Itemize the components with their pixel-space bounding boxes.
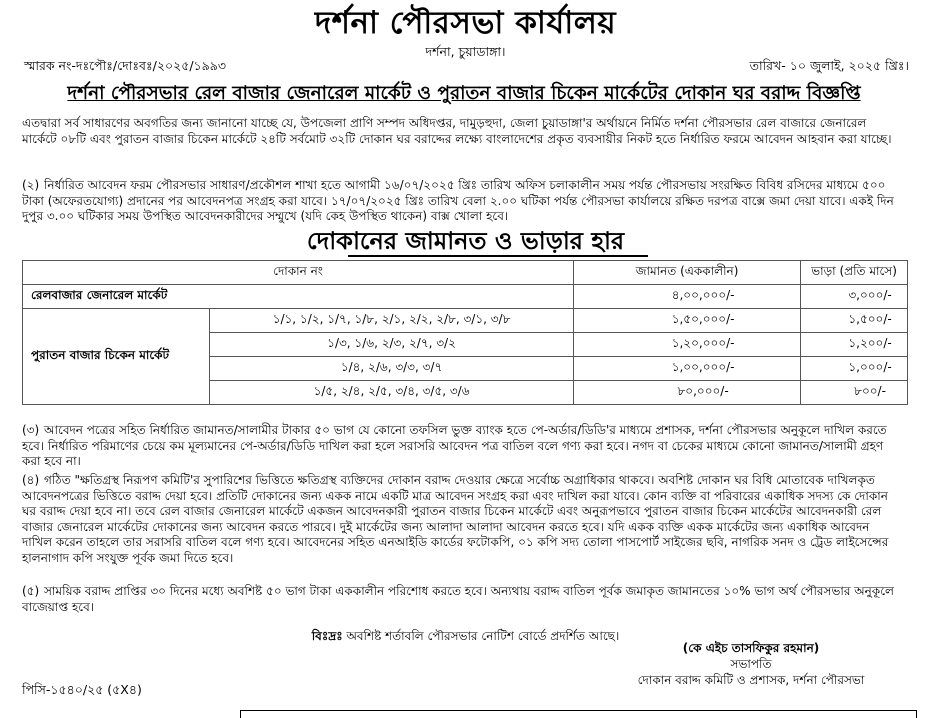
chicken-shop-numbers: ১/৩, ১/৬, ২/৩, ২/৭, ৩/২	[210, 333, 574, 357]
notice-date: তারিখ- ১০ জুলাই, ২০২৫ খ্রিঃ।	[749, 58, 909, 73]
paragraph-3-text: আবেদন পত্রের সহিত নির্ধারিত জামানত/সালামীর টাকার ৫০ ভাগ যে কোনো তফসিল ভুক্ত ব্যাংক হতে পে-অর্ডার/ডিডি'র মাধ্যমে প্রশাসক, দর্শনা পৌরসভার অনুকূলে দাখিল করতে হবে। নির্ধারিত পরিমাণের চেয়ে কম মূল্যমানের পে-অর্ডার/ডিডি দাখিল করা হলে সরাসরি আবেদন পত্র বাতিল বলে গণ্য করা হবে। নগদ বা চেকের মাধ্যমে কোনো জামানত/সালামী গ্রহণ করা হবে না।	[22, 423, 887, 468]
footnote-text: অবশিষ্ট শর্তাবলি পৌরসভার নোটিশ বোর্ডে প্রদর্শিত আছে।	[346, 629, 620, 643]
header-deposit: জামানত (এককালীন)	[574, 261, 801, 285]
chicken-rent: ১,৫০০/-	[801, 309, 908, 333]
paragraph-5-number: (৫)	[22, 584, 40, 598]
chicken-rent: ১,২০০/-	[801, 333, 908, 357]
general-market-name: রেলবাজার জেনারেল মার্কেট	[23, 285, 574, 309]
chicken-deposit: ১,৫০,০০০/-	[574, 309, 801, 333]
notice-headline: দর্শনা পৌরসভার রেল বাজার জেনারেল মার্কেট ও পুরাতন বাজার চিকেন মার্কেটের দোকান ঘর বরাদ্দ বিজ্ঞপ্তি	[67, 83, 861, 104]
chicken-market-name: পুরাতন বাজার চিকেন মার্কেট	[23, 309, 210, 405]
signature-block	[601, 640, 901, 688]
chicken-deposit: ৮০,০০০/-	[574, 381, 801, 405]
paragraph-4-number: (৪)	[22, 473, 40, 487]
paragraph-5	[22, 584, 902, 615]
chicken-shop-numbers: ১/১, ১/২, ১/৭, ১/৮, ২/১, ২/২, ২/৮, ৩/১, ৩/৮	[210, 309, 574, 333]
paragraph-2-text: নির্ধারিত আবেদন ফরম পৌরসভার সাধারণ/প্রকৌশল শাখা হতে আগামী ১৬/০৭/২০২৫ খ্রিঃ তারিখ অফিস চলাকালীন সময় পর্যন্ত পৌরসভায় সংরক্ষিত বিবিধ রসিদের মাধ্যমে ৫০০ টাকা (অফেরতযোগ্য) প্রদানের পর আবেদনপত্র সংগ্রহ করা যাবে। ১৭/০৭/২০২৫ খ্রিঃ তারিখ বেলা ২.০০ ঘটিকা পর্যন্ত পৌরসভা কার্যালয়ে রক্ষিত দরপত্র বাক্সে জমা দেয়া যাবে। একই দিন দুপুর ৩.০০ ঘটিকার সময় উপস্থিত আবেদনকারীদের সম্মুখে (যদি কেহ উপস্থিত থাকেন) বাক্স খোলা হবে।	[22, 178, 894, 223]
office-address: দর্শনা, চুয়াডাঙ্গা।	[425, 44, 506, 59]
paragraph-4	[22, 473, 902, 566]
signatory-name: (কে এইচ তাসফিকুর রহমান)	[682, 641, 820, 655]
footnote-label: বিঃদ্রঃ	[311, 629, 343, 643]
signatory-committee: দোকান বরাদ্দ কমিটি ও প্রশাসক, দর্শনা পৌরসভা	[637, 673, 865, 687]
paragraph-1-text: এতদ্বারা সর্ব সাধারণের অবগতির জন্য জানানো যাচ্ছে যে, উপজেলা প্রাণি সম্পদ অধিদপ্তর, দামুড়হুদা, জেলা চুয়াডাঙ্গা'র অর্থায়নে নির্মিত দর্শনা পৌরসভার রেল বাজারে জেনারেল মার্কেটে ০৮টি এবং পুরাতন বাজার চিকেন মার্কেটে ২৪টি সর্বমোট ৩২টি দোকান ঘর বরাদ্দের লক্ষ্যে বাংলাদেশের প্রকৃত ব্যবসায়ীর নিকট হতে নির্ধারিত ফরমে আবেদন আহবান করা যাচ্ছে।	[22, 116, 892, 146]
pc-number: পিসি-১৫৪০/২৫ (৫X৪)	[22, 682, 142, 697]
table-row	[23, 285, 908, 309]
chicken-shop-numbers: ১/৪, ২/৬, ৩/৩, ৩/৭	[210, 357, 574, 381]
paragraph-1	[22, 116, 902, 147]
rates-table	[22, 260, 908, 405]
paragraph-4-text: গঠিত "ক্ষতিগ্রস্থ নিরূপণ কমিটি'র সুপারিশের ভিত্তিতে ক্ষতিগ্রস্থ ব্যক্তিদের দোকান বরাদ্দ দেওয়ার ক্ষেত্রে সর্বোচ্চ অগ্রাধিকার থাকবে। অবশিষ্ট দোকান ঘর বিধি মোতাবেক দাখিলকৃত আবেদনপত্রের ভিত্তিতে বরাদ্দ দেয়া হবে। প্রতিটি দোকানের জন্য একক নামে একটি মাত্র আবেদন সংগ্রহ করা এবং দাখিল করা যাবে। কোন ব্যক্তি বা পরিবারের একাধিক সদস্য কে দোকান ঘর বরাদ্দ দেয়া হবে না। তবে রেল বাজার জেনারেল মার্কেটে একজন আবেদনকারী পুরাতন বাজার চিকেন মার্কেটে এবং অনুরূপভাবে পুরাতন বাজার চিকেন মার্কেটের আবেদনকারী রেল বাজার জেনারেল মার্কেটের দোকানের জন্য আবেদন করতে পারবে। দুই মার্কেটের জন্য আলাদা আলাদা আবেদন করতে হবে। যদি একক ব্যক্তি একক মার্কেটের জন্য একাধিক আবেদন দাখিল করেন তাহলে তার সরাসরি বাতিল বলে গণ্য হবে। আবেদনের সহিত এনআইডি কার্ডের ফটোকপি, ০১ কপি সদ্য তোলা পাসপোর্ট সাইজের ছবি, নাগরিক সনদ ও ট্রেড লাইসেন্সের হালনাগাদ কপি সংযুক্ত পূর্বক জমা দিতে হবে।	[22, 473, 889, 565]
rate-heading-underline	[348, 255, 648, 257]
paragraph-3	[22, 423, 902, 470]
table-row	[23, 309, 908, 333]
table-header-row	[23, 261, 908, 285]
header-shop-no: দোকান নং	[23, 261, 574, 285]
memo-number: স্মারক নং-দঃপৌঃ/দোঃবঃ/২০২৫/১৯৯৩	[24, 58, 227, 73]
rate-heading: দোকানের জামানত ও ভাড়ার হার	[306, 227, 625, 255]
header-rent: ভাড়া (প্রতি মাসে)	[801, 261, 908, 285]
general-market-rent: ৩,০০০/-	[801, 285, 908, 309]
general-market-deposit: ৪,০০,০০০/-	[574, 285, 801, 309]
paragraph-5-text: সাময়িক বরাদ্দ প্রাপ্তির ৩০ দিনের মধ্যে অবশিষ্ট ৫০ ভাগ টাকা এককালীন পরিশোধ করতে হবে। অন্যথায় বরাদ্দ বাতিল পূর্বক জমাকৃত জামানতের ১০% ভাগ অর্থ পৌরসভার অনুকূলে বাজেয়াপ্ত হবে।	[22, 584, 894, 614]
office-title: দর্শনা পৌরসভা কার্যালয়	[314, 5, 617, 41]
chicken-deposit: ১,২০,০০০/-	[574, 333, 801, 357]
chicken-shop-numbers: ১/৫, ২/৪, ২/৫, ৩/৪, ৩/৫, ৩/৬	[210, 381, 574, 405]
paragraph-2	[22, 178, 902, 225]
chicken-rent: ১,০০০/-	[801, 357, 908, 381]
chicken-deposit: ১,০০,০০০/-	[574, 357, 801, 381]
paragraph-3-number: (৩)	[22, 423, 40, 437]
signatory-title: সভাপতি	[730, 657, 772, 671]
chicken-rent: ৮০০/-	[801, 381, 908, 405]
paragraph-2-number: (২)	[22, 178, 40, 192]
